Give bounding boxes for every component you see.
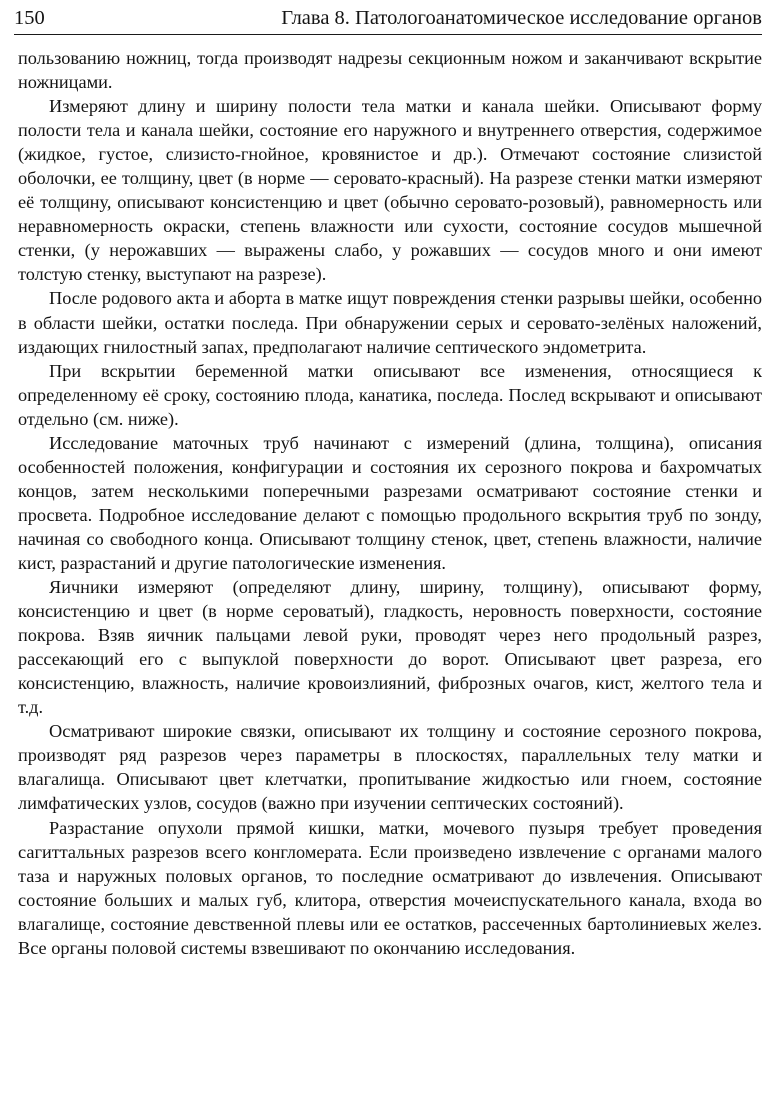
body-text [18,46,762,960]
paragraph-ovaries: Яичники измеряют (определяют длину, ширину, толщину), описывают форму, консистенцию и цвет (в норме сероватый), гладкость, неровность поверхности, состояние покрова. Взяв яичник пальцами левой руки, проводят через него продольный разрез, рассекающий его с выпуклой поверхности до ворот. Описывают цвет разреза, его консистенцию, влажность, наличие кровоизлияний, фиброзных очагов, кист, желтого тела и т.д. [18,577,762,718]
paragraph-uterus-cavity: Измеряют длину и ширину полости тела матки и канала шейки. Описывают форму полости тела и канала шейки, состояние его наружного и внутреннего отверстия, содержимое (жидкое, густое, слизисто-гнойное, кровянистое и др.). Отмечают состояние слизистой оболочки, ее толщину, цвет (в норме — серовато-красный). На разрезе стенки матки измеряют её толщину, описывают консистенцию и цвет (обычно серовато-розовый), равномерность или неравномерность окраски, степень влажности или сухости, состояние сосудов мышечной стенки, (у нерожавших — выражены слабо, у рожавших — сосудов много и они имеют толстую стенку, выступают на разрезе). [18,96,762,285]
running-title: Глава 8. Патологоанатомическое исследование органов [281,7,762,29]
paragraph-fallopian-tubes: Исследование маточных труб начинают с измерений (длина, толщина), описания особенностей положения, конфигурации и состояния их серозного покрова и бахромчатых концов, затем несколькими поперечными разрезами осматривают состояние стенки и просвета. Подробное исследование делают с помощью продольного вскрытия труб по зонду, начиная со свободного конца. Описывают толщину стенок, цвет, степень влажности, наличие кист, разрастаний и другие патологические изменения. [18,432,762,573]
page-header [14,4,762,35]
paragraph-continuation: пользованию ножниц, тогда производят надрезы секционным ножом и заканчивают вскрытие ножницами. [18,48,762,93]
paragraph-pregnant-uterus: При вскрытии беременной матки описывают все изменения, относящиеся к определенному её сроку, состоянию плода, канатика, последа. Послед вскрывают и описывают отдельно (см. ниже). [18,360,762,429]
paragraph-postpartum-damage: После родового акта и аборта в матке ищут повреждения стенки разрывы шейки, особенно в области шейки, остатки последа. При обнаружении серых и серовато-зелёных наложений, издающих гнилостный запах, предполагают наличие септического эндометрита. [18,288,762,357]
paragraph-broad-ligaments: Осматривают широкие связки, описывают их толщину и состояние серозного покрова, производят ряд разрезов через параметры в плоскостях, параллельных телу матки и влагалища. Описывают цвет клетчатки, пропитывание жидкостью или гноем, состояние лимфатических узлов, сосудов (важно при изучении септических состояний). [18,721,762,814]
page-number: 150 [14,7,45,29]
paragraph-tumor-growth: Разрастание опухоли прямой кишки, матки, мочевого пузыря требует проведения сагиттальных разрезов всего конгломерата. Если произведено извлечение с органами малого таза и наружных половых органов, то последние осматривают до извлечения. Описывают состояние больших и малых губ, клитора, отверстия мочеиспускательного канала, входа во влагалище, состояние девственной плевы или ее остатков, рассеченных бартолиниевых желез. Все органы половой системы взвешивают по окончанию исследования. [18,817,762,958]
